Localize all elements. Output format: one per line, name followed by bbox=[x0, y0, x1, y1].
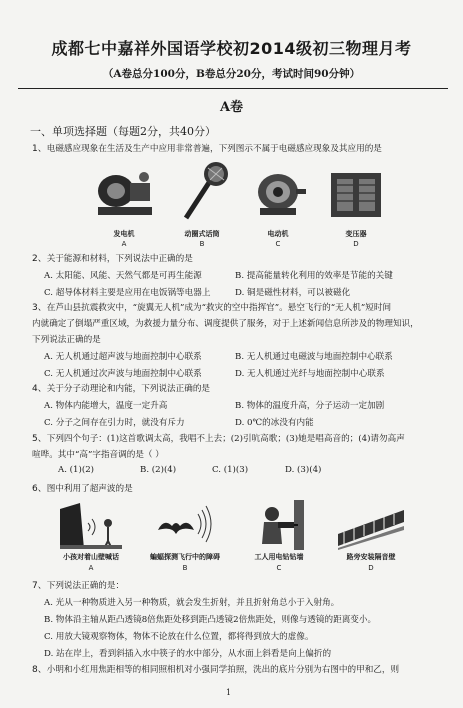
image-letter: C bbox=[275, 240, 281, 248]
title-divider bbox=[18, 88, 448, 89]
question-text: 下列说法正确的是： bbox=[46, 581, 125, 591]
image-caption: 路旁安装隔音壁 bbox=[346, 553, 396, 561]
question-number: 7、 bbox=[32, 581, 47, 591]
option-d: D. 无人机通过光纤与地面控制中心联系 bbox=[235, 369, 385, 379]
option-c: C. (1)(3) bbox=[212, 465, 249, 475]
question-2 bbox=[32, 252, 193, 267]
image-letter: A bbox=[121, 240, 127, 248]
part-heading: A卷 bbox=[219, 100, 244, 115]
option-c: C. 超导体材料主要是应用在电饭锅等电器上 bbox=[44, 288, 211, 298]
option-c: C. 分子之间存在引力时，就没有斥力 bbox=[44, 418, 185, 428]
option-b: B. 物体沿主轴从距凸透镜8倍焦距处移到距凸透镜2倍焦距处，则像与透镜的距离变小。 bbox=[44, 615, 377, 625]
question-text: 关于能源和材料，下列说法中正确的是 bbox=[46, 254, 193, 264]
option-a: A. 光从一种物质进入另一种物质，就会发生折射，并且折射角总小于入射角。 bbox=[44, 598, 340, 608]
question-number: 1、 bbox=[32, 144, 47, 154]
option-a: A. (1)(2) bbox=[58, 465, 95, 475]
option-c: C. 无人机通过次声波与地面控制中心联系 bbox=[44, 369, 202, 379]
option-b: B. (2)(4) bbox=[140, 465, 177, 475]
worker-drilling-image bbox=[250, 500, 308, 550]
transformer-image bbox=[325, 165, 387, 223]
question-text: 关于分子动理论和内能，下列说法正确的是 bbox=[46, 384, 211, 394]
question-text: 小明和小红用焦距相等的相同照相机对小强同学拍照，洗出的底片分别为右图中的甲和乙，则 bbox=[46, 665, 400, 675]
question-7 bbox=[32, 579, 124, 594]
option-d: D. (3)(4) bbox=[285, 465, 322, 475]
child-shouting-image bbox=[60, 503, 122, 549]
question-text: 图中利用了超声波的是 bbox=[46, 484, 133, 494]
image-letter: B bbox=[199, 240, 205, 248]
image-letter: B bbox=[182, 564, 188, 572]
question-number: 2、 bbox=[32, 254, 47, 264]
option-c: C. 用放大镜观察物体，物体不论放在什么位置，都将得到放大的虚像。 bbox=[44, 632, 314, 642]
option-a: A. 太阳能、风能、天然气都是可再生能源 bbox=[44, 271, 202, 281]
option-a: A. 物体内能增大，温度一定升高 bbox=[44, 401, 168, 411]
option-b: B. 无人机通过电磁波与地面控制中心联系 bbox=[235, 352, 393, 362]
option-b: B. 提高能量转化利用的效率是节能的关键 bbox=[235, 271, 393, 281]
option-b: B. 物体的温度升高，分子运动一定加剧 bbox=[235, 401, 385, 411]
question-number: 5、 bbox=[32, 434, 47, 444]
exam-title: 成都七中嘉祥外国语学校初2014级初三物理月考 bbox=[51, 39, 412, 58]
question-4 bbox=[32, 382, 210, 397]
question-number: 3、 bbox=[32, 303, 47, 313]
sound-barrier-image bbox=[338, 500, 404, 550]
image-caption: 动圈式话筒 bbox=[184, 230, 220, 238]
image-caption: 发电机 bbox=[113, 230, 135, 238]
image-letter: D bbox=[353, 240, 359, 248]
option-a: A. 无人机通过超声波与地面控制中心联系 bbox=[44, 352, 202, 362]
image-caption: 蝙蝠探测飞行中的障碍 bbox=[150, 553, 220, 561]
image-caption: 变压器 bbox=[345, 230, 367, 238]
image-letter: A bbox=[88, 564, 94, 572]
section-heading: 一、单项选择题（每题2分，共40分） bbox=[30, 125, 216, 138]
question-3 bbox=[32, 301, 391, 316]
option-d: D. 站在岸上，看到斜插入水中筷子的水中部分，从水面上斜看是向上偏折的 bbox=[44, 649, 332, 659]
image-letter: C bbox=[276, 564, 282, 572]
question-3-line-2: 内就确定了倒塌严重区域，为救援力量分布、调度提供了服务，对于上述新闻信息所涉及的物理知识， bbox=[32, 319, 419, 329]
question-text-line-1: 在芦山县抗震救灾中，“旋翼无人机”成为“救灾的空中指挥官”。悬空飞行的“无人机”短时间 bbox=[46, 303, 392, 313]
question-number: 4、 bbox=[32, 384, 47, 394]
generator-image bbox=[92, 165, 156, 223]
electric-motor-image bbox=[248, 168, 308, 220]
page-number: 1 bbox=[226, 688, 232, 697]
option-d: D. 0℃的冰没有内能 bbox=[235, 418, 314, 428]
bat-echolocation-image bbox=[150, 500, 220, 550]
question-6 bbox=[32, 482, 133, 497]
microphone-image bbox=[172, 160, 232, 226]
question-5-line-2: 喧哗。其中“高”字指音调的是（ ） bbox=[32, 450, 164, 460]
option-d: D. 铜是磁性材料，可以被磁化 bbox=[235, 288, 351, 298]
question-1 bbox=[32, 142, 382, 157]
question-number: 8、 bbox=[32, 665, 47, 675]
question-text: 电磁感应现象在生活及生产中应用非常普遍，下列图示不属于电磁感应现象及其应用的是 bbox=[46, 144, 382, 154]
question-8 bbox=[32, 663, 399, 678]
question-number: 6、 bbox=[32, 484, 47, 494]
question-3-line-3: 下列说法正确的是 bbox=[32, 335, 101, 345]
image-caption: 小孩对着山壁喊话 bbox=[63, 553, 119, 561]
image-caption: 电动机 bbox=[267, 230, 289, 238]
question-text-line-1: 下列四个句子：(1)这首歌调太高，我唱不上去；(2)引吭高歌；(3)她是唱高音的；(4)请勿高声 bbox=[46, 434, 405, 444]
image-letter: D bbox=[368, 564, 374, 572]
exam-subtitle: （A卷总分100分，B卷总分20分，考试时间90分钟） bbox=[102, 68, 361, 80]
image-caption: 工人用电钻钻墙 bbox=[254, 553, 304, 561]
question-5 bbox=[32, 432, 405, 447]
